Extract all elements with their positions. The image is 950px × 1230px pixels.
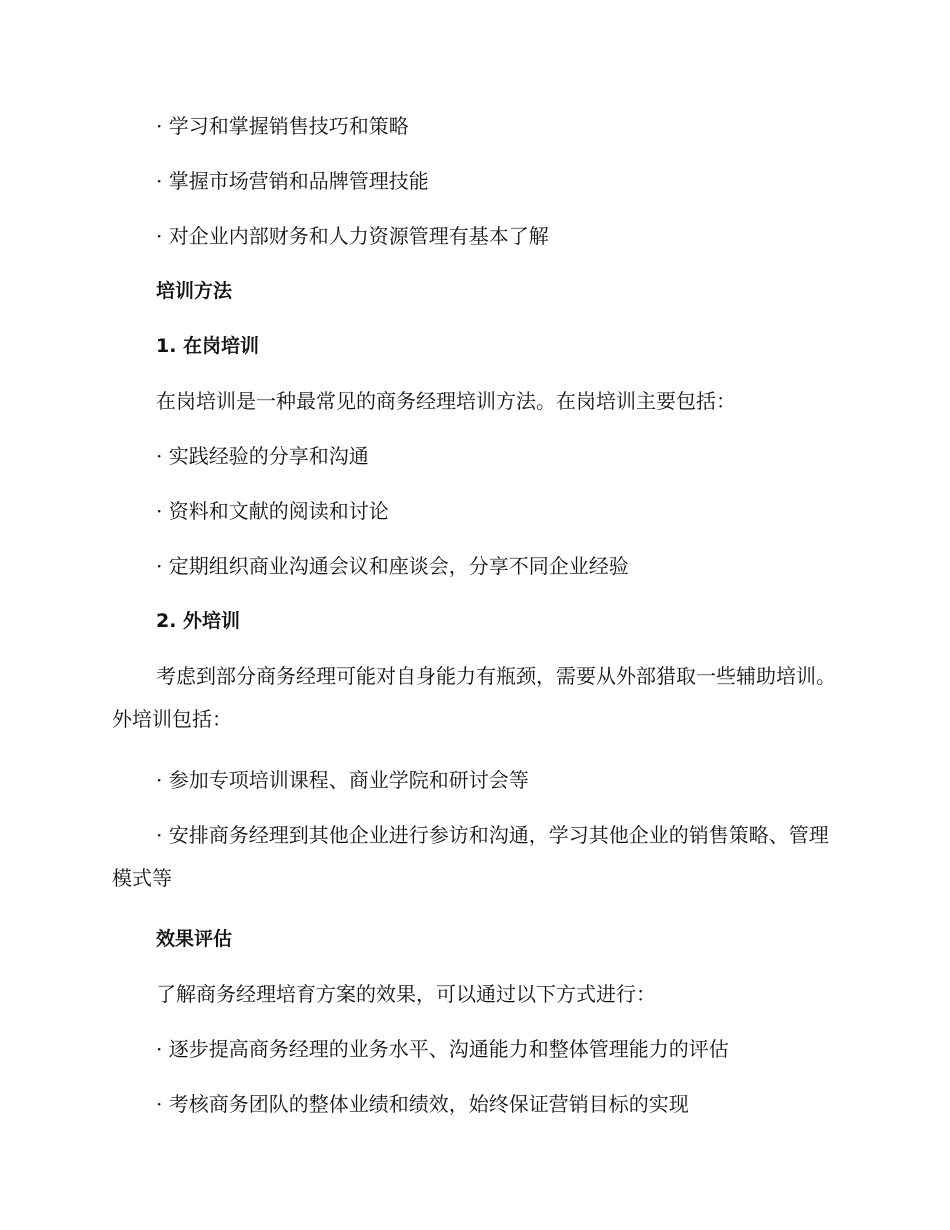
document-body xyxy=(112,110,840,1120)
subsection-heading-on-the-job: 1. 在岗培训 xyxy=(156,335,260,357)
bullet-item: · 对企业内部财务和人力资源管理有基本了解 xyxy=(156,224,549,248)
section-heading-evaluation: 效果评估 xyxy=(156,928,233,950)
bullet-item: · 参加专项培训课程、商业学院和研讨会等 xyxy=(156,768,529,792)
bullet-item: · 安排商务经理到其他企业进行参访和沟通，学习其他企业的销售策略、管理模式等 xyxy=(112,823,829,890)
paragraph: 在岗培训是一种最常见的商务经理培训方法。在岗培训主要包括： xyxy=(156,389,736,413)
paragraph: 考虑到部分商务经理可能对自身能力有瓶颈，需要从外部猎取一些辅助培训。外培训包括： xyxy=(112,664,836,731)
subsection-heading-external: 2. 外培训 xyxy=(156,610,241,632)
bullet-item: · 考核商务团队的整体业绩和绩效，始终保证营销目标的实现 xyxy=(156,1092,689,1116)
paragraph: 了解商务经理培育方案的效果，可以通过以下方式进行： xyxy=(156,982,656,1006)
bullet-item: · 定期组织商业沟通会议和座谈会，分享不同企业经验 xyxy=(156,554,629,578)
bullet-item: · 学习和掌握销售技巧和策略 xyxy=(156,114,409,138)
bullet-item: · 逐步提高商务经理的业务水平、沟通能力和整体管理能力的评估 xyxy=(156,1037,729,1061)
section-heading-training-methods: 培训方法 xyxy=(156,280,233,302)
bullet-item: · 掌握市场营销和品牌管理技能 xyxy=(156,169,429,193)
bullet-item: · 资料和文献的阅读和讨论 xyxy=(156,499,389,523)
bullet-item: · 实践经验的分享和沟通 xyxy=(156,444,369,468)
